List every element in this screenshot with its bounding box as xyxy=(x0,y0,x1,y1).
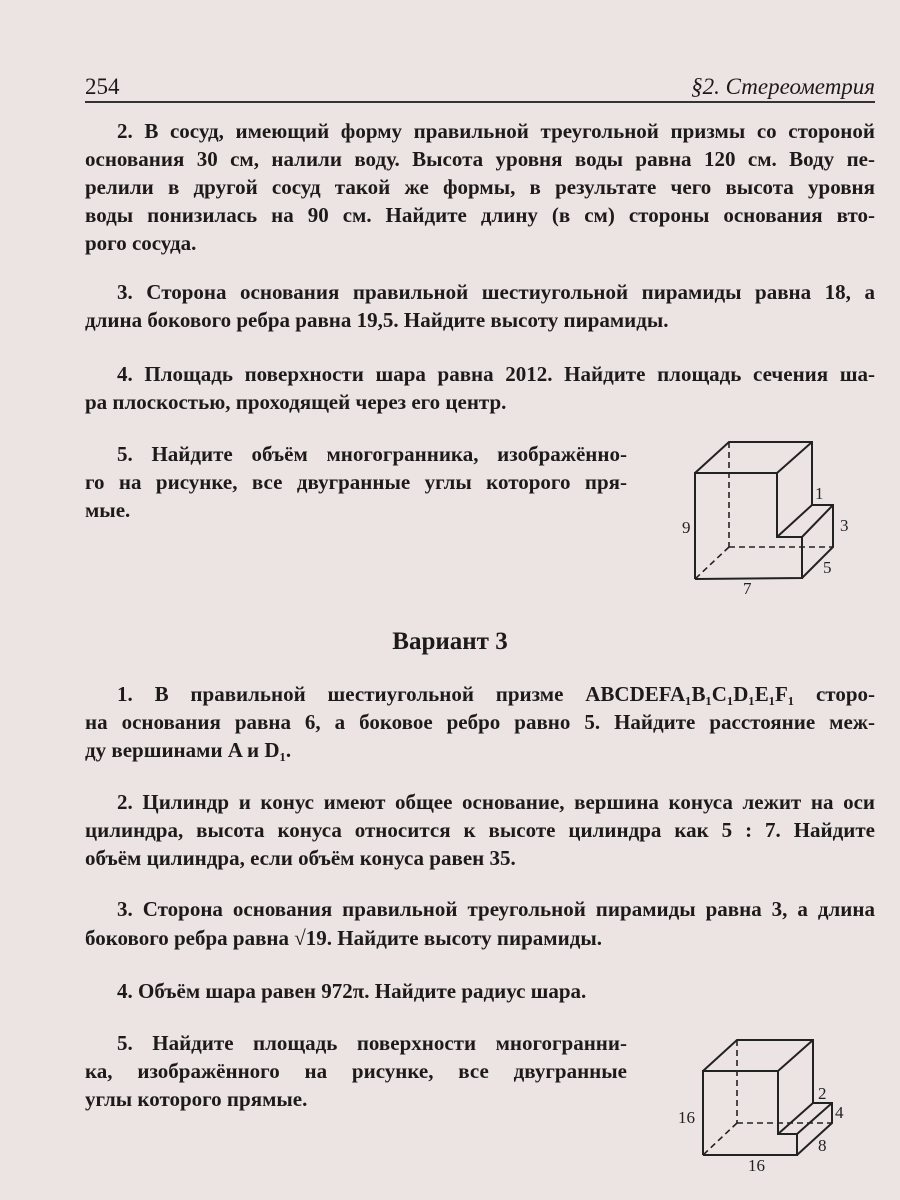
figure1-label: 9 xyxy=(682,518,691,537)
problem-line: мые. xyxy=(85,498,131,522)
figure1-label: 1 xyxy=(815,484,824,503)
figure2-label: 2 xyxy=(818,1084,827,1103)
polyhedron-figure-1 xyxy=(695,442,833,579)
problem-line: рого сосуда. xyxy=(85,231,197,255)
problem-line: углы которого прямые. xyxy=(85,1087,308,1111)
problem-line: на основания равна 6, а боковое ребро равно 5. Найдите расстояние меж- xyxy=(85,710,875,734)
variant-title: Вариант 3 xyxy=(392,628,508,655)
figure2-label: 16 xyxy=(748,1156,765,1175)
problem-line: ка, изображённого на рисунке, все двугранные xyxy=(85,1059,627,1083)
problem-line: 4. Объём шара равен 972π. Найдите радиус шара. xyxy=(117,979,587,1003)
problem-line: 4. Площадь поверхности шара равна 2012. Найдите площадь сечения ша- xyxy=(117,362,875,386)
problem-line: цилиндра, высота конуса относится к высоте цилиндра как 5 : 7. Найдите xyxy=(85,818,875,842)
problem-line: бокового ребра равна √19. Найдите высоту пирамиды. xyxy=(85,926,602,950)
section-title: §2. Стереометрия xyxy=(691,74,875,99)
problem-line: 3. Сторона основания правильной треугольной пирамиды равна 3, а длина xyxy=(117,897,875,921)
problem-line: 2. В сосуд, имеющий форму правильной треугольной призмы со стороной xyxy=(117,119,875,143)
problem-line: 3. Сторона основания правильной шестиугольной пирамиды равна 18, а xyxy=(117,280,875,304)
figure2-label: 8 xyxy=(818,1136,827,1155)
figure2-label: 4 xyxy=(835,1103,844,1122)
figure1-label: 7 xyxy=(743,579,752,598)
problem-line: го на рисунке, все двугранные углы которого пря- xyxy=(85,470,627,494)
problem-line: воды понизилась на 90 см. Найдите длину (в см) стороны основания вто- xyxy=(85,203,875,227)
problem-line: 2. Цилиндр и конус имеют общее основание, вершина конуса лежит на оси xyxy=(117,790,875,814)
problem-line: ра плоскостью, проходящей через его центр. xyxy=(85,390,507,414)
figure1-label: 3 xyxy=(840,516,849,535)
figure1-label: 5 xyxy=(823,558,832,577)
problem-line: 5. Найдите объём многогранника, изображённо- xyxy=(117,442,627,466)
problem-line: 5. Найдите площадь поверхности многогранни- xyxy=(117,1031,627,1055)
problem-line: 1. В правильной шестиугольной призме ABCDEFA₁B₁C₁D₁E₁F₁ сторо- xyxy=(117,682,875,706)
page-number: 254 xyxy=(85,74,120,99)
problem-line: релили в другой сосуд такой же формы, в результате чего высота уровня xyxy=(85,175,875,199)
problem-line: основания 30 см, налили воду. Высота уровня воды равна 120 см. Воду пе- xyxy=(85,147,875,171)
problem-line: длина бокового ребра равна 19,5. Найдите высоту пирамиды. xyxy=(85,308,669,332)
polyhedron-figure-2 xyxy=(703,1040,832,1155)
problem-line: ду вершинами A и D₁. xyxy=(85,738,292,762)
problem-line: объём цилиндра, если объём конуса равен 35. xyxy=(85,846,516,870)
figure2-label: 16 xyxy=(678,1108,695,1127)
